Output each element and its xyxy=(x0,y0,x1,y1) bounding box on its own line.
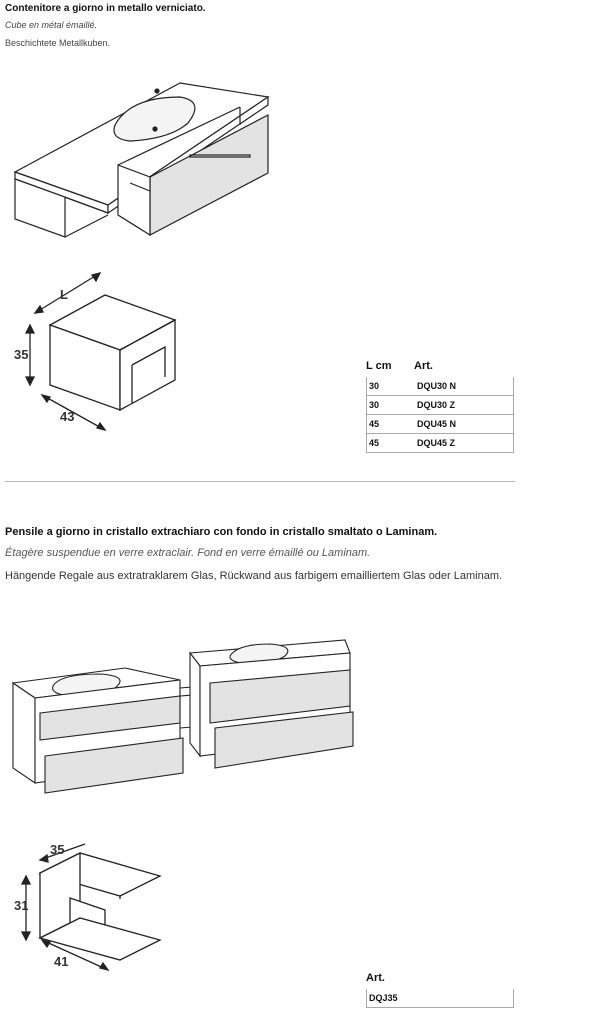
table-row xyxy=(366,989,514,1008)
section1-subtitle-fr: Cube en métal émaillé. xyxy=(5,20,98,30)
cell-length: 30 xyxy=(369,400,380,410)
dim-height-35: 35 xyxy=(14,347,29,362)
cell-length: 30 xyxy=(369,381,380,391)
vanity-illustration-2 xyxy=(5,628,365,808)
dim-depth-43: 43 xyxy=(60,409,75,424)
dim-height-31: 31 xyxy=(14,898,29,913)
cell-art: DQU45 Z xyxy=(417,438,456,448)
table-row xyxy=(366,415,514,434)
section2-table xyxy=(366,967,514,1008)
table-row xyxy=(366,434,514,453)
section-divider xyxy=(5,481,515,482)
cell-art: DQU30 Z xyxy=(417,400,456,410)
dim-width-41: 41 xyxy=(54,954,69,969)
cell-art: DQJ35 xyxy=(369,993,398,1003)
col-header-art: Art. xyxy=(366,972,385,984)
dim-length-label: L xyxy=(60,287,68,302)
cell-length: 45 xyxy=(369,438,380,448)
cube-dimension-diagram xyxy=(10,265,190,440)
table-header xyxy=(366,967,514,989)
cell-art: DQU45 N xyxy=(417,419,457,429)
col-header-art: Art. xyxy=(414,360,433,372)
section2-title: Pensile a giorno in cristallo extrachiaro con fondo in cristallo smaltato o Laminam. xyxy=(5,526,438,538)
section2-subtitle-fr: Étagère suspendue en verre extraclair. Fond en verre émaillé ou Laminam. xyxy=(5,547,371,559)
section1-title: Contenitore a giorno in metallo verniciato. xyxy=(5,3,206,14)
col-header-length: L cm xyxy=(366,360,392,372)
section2-subtitle-de: Hängende Regale aus extratraklarem Glas, Rückwand aus farbigem emailliertem Glas oder Laminam. xyxy=(5,570,503,582)
table-header xyxy=(366,355,514,377)
shelf-dimension-diagram xyxy=(10,838,170,978)
table-row xyxy=(366,377,514,396)
dim-depth-35: 35 xyxy=(50,842,65,857)
table-row xyxy=(366,396,514,415)
cell-art: DQU30 N xyxy=(417,381,457,391)
section1-subtitle-de: Beschichtete Metallkuben. xyxy=(5,38,111,48)
cell-length: 45 xyxy=(369,419,380,429)
vanity-illustration-1 xyxy=(0,55,280,245)
section1-table xyxy=(366,355,514,453)
